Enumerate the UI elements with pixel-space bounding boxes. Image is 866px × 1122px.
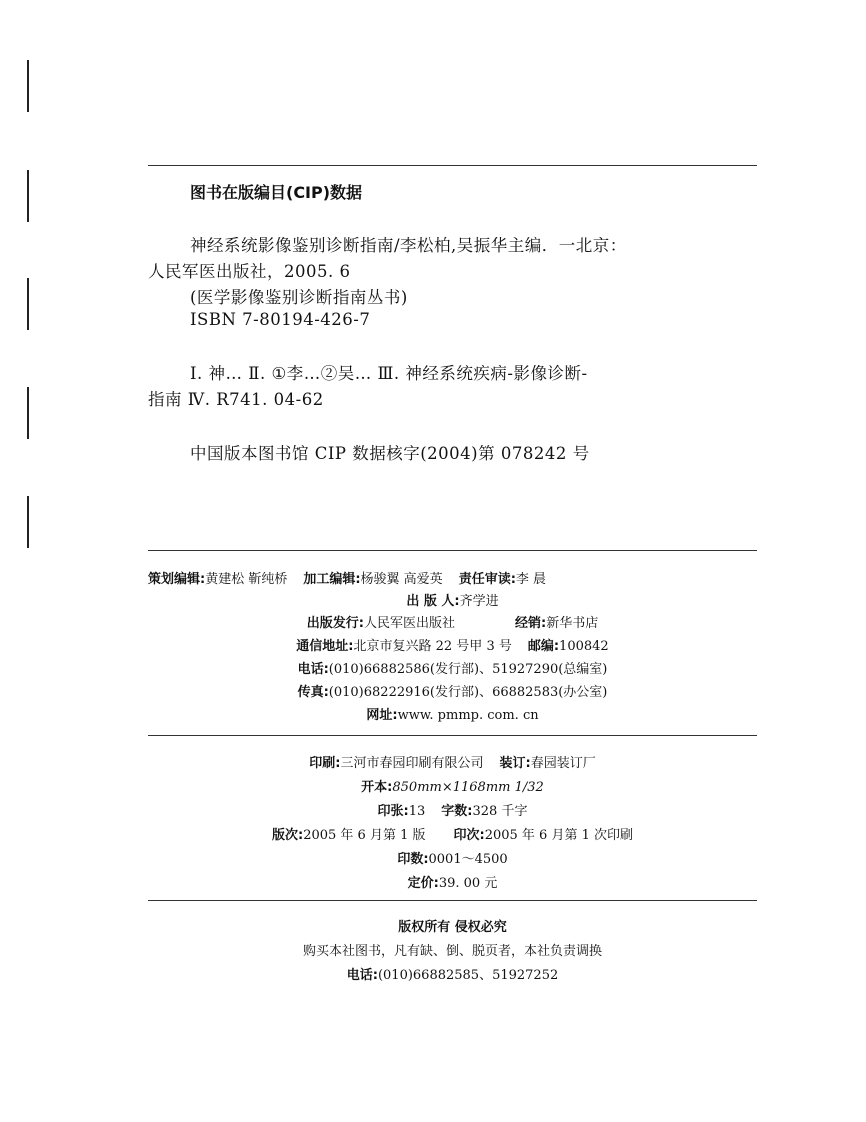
cip-heading: 图书在版编目(CIP)数据 bbox=[190, 183, 363, 202]
staff-row bbox=[148, 568, 757, 587]
edition-label: 版次: bbox=[272, 828, 304, 843]
format-value: 850mm×1168mm 1/32 bbox=[392, 780, 544, 795]
price-label: 定价: bbox=[407, 876, 439, 891]
cip-classification-line2: 指南 Ⅳ. R741. 04-62 bbox=[148, 390, 324, 409]
binding-value: 春园装订厂 bbox=[530, 756, 596, 771]
cip-title-line1: 神经系统影像鉴别诊断指南/李松柏,吴振华主编．一北京： bbox=[190, 236, 627, 255]
printer-row bbox=[148, 752, 757, 771]
copyright-notice: 版权所有 侵权必究 bbox=[398, 920, 507, 935]
scan-mark bbox=[27, 496, 29, 548]
cip-number: 中国版本图书馆 CIP 数据核字(2004)第 078242 号 bbox=[190, 444, 590, 463]
fax-label: 传真: bbox=[297, 685, 329, 700]
binding-label: 装订: bbox=[499, 756, 531, 771]
cip-series: (医学影像鉴别诊断指南丛书) bbox=[190, 288, 408, 307]
sales-value: 新华书店 bbox=[546, 616, 599, 631]
proofreader-value: 李 晨 bbox=[515, 572, 547, 587]
edition-value: 2005 年 6 月第 1 版 bbox=[303, 828, 426, 843]
impression-label: 印次: bbox=[453, 828, 485, 843]
distribution-label: 出版发行: bbox=[306, 616, 364, 631]
price-value: 39. 00 元 bbox=[438, 876, 498, 891]
postcode-label: 邮编: bbox=[527, 639, 560, 654]
cip-top-rule bbox=[148, 165, 757, 166]
publisher-person-label: 出 版 人: bbox=[406, 594, 460, 609]
format-label: 开本: bbox=[361, 780, 393, 795]
impression-value: 2005 年 6 月第 1 次印刷 bbox=[484, 828, 633, 843]
sheets-value: 13 bbox=[408, 804, 426, 819]
phone-label: 电话: bbox=[297, 662, 329, 677]
website-row bbox=[148, 704, 757, 723]
cip-classification-line1: Ⅰ. 神… Ⅱ. ①李…②吴… Ⅲ. 神经系统疾病-影像诊断- bbox=[190, 364, 588, 383]
fax-row bbox=[148, 681, 757, 700]
sales-label: 经销: bbox=[515, 616, 547, 631]
sheets-label: 印张: bbox=[377, 804, 409, 819]
scan-mark bbox=[27, 278, 29, 330]
copies-label: 印数: bbox=[397, 852, 429, 867]
words-value: 328 千字 bbox=[472, 804, 528, 819]
processing-editor-label: 加工编辑: bbox=[303, 572, 361, 587]
copies-value: 0001～4500 bbox=[428, 852, 508, 867]
publisher-person-value: 齐学进 bbox=[459, 594, 499, 609]
copyright-phone-value: (010)66882585、51927252 bbox=[377, 968, 559, 983]
address-row bbox=[148, 635, 757, 654]
printer-value: 三河市春园印刷有限公司 bbox=[340, 756, 484, 771]
processing-editor-value: 杨骏翼 高爱英 bbox=[360, 572, 443, 587]
fax-value: (010)68222916(发行部)、66882583(办公室) bbox=[328, 685, 608, 700]
scan-mark bbox=[27, 60, 29, 112]
scan-mark bbox=[27, 387, 29, 439]
planning-editor-label: 策划编辑: bbox=[148, 572, 206, 587]
copyright-phone-label: 电话: bbox=[346, 968, 378, 983]
copyright-phone-row bbox=[148, 964, 757, 983]
scan-mark bbox=[27, 170, 29, 222]
words-label: 字数: bbox=[441, 804, 473, 819]
price-row bbox=[148, 872, 757, 891]
proofreader-label: 责任审读: bbox=[458, 572, 516, 587]
cip-title-line2: 人民军医出版社，2005. 6 bbox=[148, 262, 351, 281]
sheets-row bbox=[148, 800, 757, 819]
format-row bbox=[148, 776, 757, 795]
colophon-rule-1 bbox=[148, 550, 757, 551]
phone-value: (010)66882586(发行部)、51927290(总编室) bbox=[328, 662, 608, 677]
copyright-exchange: 购买本社图书，凡有缺、倒、脱页者，本社负责调换 bbox=[302, 944, 602, 959]
colophon-rule-3 bbox=[148, 900, 757, 901]
phone-row bbox=[148, 658, 757, 677]
publisher-person-row bbox=[148, 590, 757, 609]
address-label: 通信地址: bbox=[296, 639, 354, 654]
website-value: www. pmmp. com. cn bbox=[397, 708, 539, 723]
postcode-value: 100842 bbox=[559, 639, 609, 654]
distribution-row bbox=[148, 612, 757, 631]
website-label: 网址: bbox=[366, 708, 398, 723]
copies-row bbox=[148, 848, 757, 867]
colophon-rule-2 bbox=[148, 735, 757, 736]
printer-label: 印刷: bbox=[309, 756, 341, 771]
planning-editor-value: 黄建松 靳纯桥 bbox=[205, 572, 288, 587]
edition-row bbox=[148, 824, 757, 843]
cip-isbn: ISBN 7-80194-426-7 bbox=[190, 310, 371, 329]
distribution-value: 人民军医出版社 bbox=[363, 616, 455, 631]
address-value: 北京市复兴路 22 号甲 3 号 bbox=[353, 639, 512, 654]
